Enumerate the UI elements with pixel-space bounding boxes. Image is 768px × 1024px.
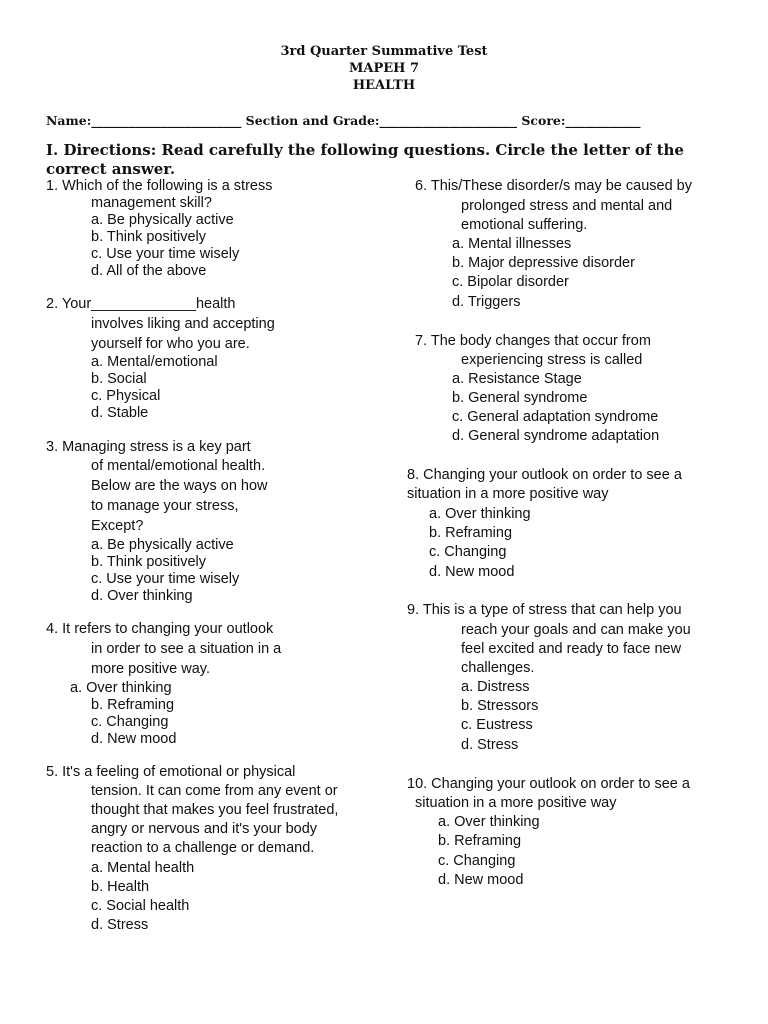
question-line: Except? bbox=[91, 518, 144, 534]
student-info-line: Name:________________________ Section and Grade:______________________ Score:____________ bbox=[46, 113, 641, 128]
test-title: 3rd Quarter Summative Test bbox=[280, 44, 488, 59]
question-line: a. Be physically active bbox=[91, 212, 234, 228]
question-line: 6. This/These disorder/s may be caused by bbox=[415, 178, 692, 194]
question-line: reaction to a challenge or demand. bbox=[91, 840, 315, 856]
question-line: 4. It refers to changing your outlook bbox=[46, 621, 274, 637]
question-line: b. Stressors bbox=[461, 698, 539, 714]
question-line: d. New mood bbox=[438, 872, 524, 888]
question-line: to manage your stress, bbox=[91, 498, 239, 514]
question-line: challenges. bbox=[461, 660, 535, 676]
question-line: experiencing stress is called bbox=[461, 352, 643, 368]
question-line: d. Stable bbox=[91, 405, 149, 421]
question-line: a. Be physically active bbox=[91, 537, 234, 553]
question-line: d. New mood bbox=[429, 564, 515, 580]
question-line: c. Bipolar disorder bbox=[452, 274, 569, 290]
question-line: c. Changing bbox=[438, 853, 516, 869]
question-line: b. Reframing bbox=[438, 833, 522, 849]
question-line: 5. It's a feeling of emotional or physical bbox=[46, 764, 296, 780]
question-line: b. Major depressive disorder bbox=[452, 255, 635, 271]
question-line: a. Mental/emotional bbox=[91, 354, 218, 370]
question-line: b. Reframing bbox=[429, 525, 513, 541]
question-line: c. Eustress bbox=[461, 717, 533, 733]
question-line: emotional suffering. bbox=[461, 217, 588, 233]
question-line: 7. The body changes that occur from bbox=[415, 333, 651, 349]
question-line: c. Use your time wisely bbox=[91, 571, 240, 587]
question-line: reach your goals and can make you bbox=[461, 622, 691, 638]
component-title: HEALTH bbox=[352, 78, 416, 93]
question-line: a. Mental health bbox=[91, 860, 195, 876]
question-line: Below are the ways on how bbox=[91, 478, 268, 494]
question-line: situation in a more positive way bbox=[407, 486, 609, 502]
question-line: b. General syndrome bbox=[452, 390, 588, 406]
question-line: a. Over thinking bbox=[438, 814, 540, 830]
question-line: 1. Which of the following is a stress bbox=[46, 178, 273, 194]
question-line: prolonged stress and mental and bbox=[461, 198, 673, 214]
question-line: b. Reframing bbox=[91, 697, 175, 713]
question-line: c. Physical bbox=[91, 388, 161, 404]
question-line: d. Over thinking bbox=[91, 588, 193, 604]
question-line: 9. This is a type of stress that can help you bbox=[407, 602, 682, 618]
question-line: a. Resistance Stage bbox=[452, 371, 582, 387]
question-line: of mental/emotional health. bbox=[91, 458, 266, 474]
question-line: b. Social bbox=[91, 371, 147, 387]
question-line: situation in a more positive way bbox=[415, 795, 617, 811]
question-line: more positive way. bbox=[91, 661, 210, 677]
question-line: a. Over thinking bbox=[429, 506, 531, 522]
question-line: thought that makes you feel frustrated, bbox=[91, 802, 339, 818]
question-line: d. Stress bbox=[461, 737, 519, 753]
question-line: 8. Changing your outlook on order to see a bbox=[407, 467, 682, 483]
question-line: b. Health bbox=[91, 879, 150, 895]
question-line: a. Mental illnesses bbox=[452, 236, 572, 252]
left-question-column bbox=[46, 0, 376, 1024]
question-line: angry or nervous and it's your body bbox=[91, 821, 318, 837]
question-line: yourself for who you are. bbox=[91, 336, 250, 352]
directions: I. Directions: Read carefully the following questions. Circle the letter of the correct answer. bbox=[46, 141, 684, 178]
question-line: feel excited and ready to face new bbox=[461, 641, 682, 657]
question-line: d. General syndrome adaptation bbox=[452, 428, 660, 444]
question-line: 2. Your_____________health bbox=[46, 296, 236, 312]
question-line: c. General adaptation syndrome bbox=[452, 409, 659, 425]
question-line: management skill? bbox=[91, 195, 212, 211]
question-line: tension. It can come from any event or bbox=[91, 783, 338, 799]
question-line: d. New mood bbox=[91, 731, 177, 747]
question-line: c. Changing bbox=[429, 544, 507, 560]
question-line: 10. Changing your outlook on order to see a bbox=[407, 776, 690, 792]
question-line: in order to see a situation in a bbox=[91, 641, 282, 657]
question-line: d. All of the above bbox=[91, 263, 207, 279]
question-line: b. Think positively bbox=[91, 229, 206, 245]
question-line: 3. Managing stress is a key part bbox=[46, 439, 251, 455]
question-line: a. Distress bbox=[461, 679, 530, 695]
question-line: b. Think positively bbox=[91, 554, 206, 570]
right-question-column bbox=[407, 0, 747, 1024]
question-line: d. Stress bbox=[91, 917, 149, 933]
question-line: involves liking and accepting bbox=[91, 316, 275, 332]
question-line: c. Social health bbox=[91, 898, 190, 914]
question-line: d. Triggers bbox=[452, 294, 521, 310]
question-line: c. Use your time wisely bbox=[91, 246, 240, 262]
subject-title: MAPEH 7 bbox=[348, 61, 419, 76]
question-line: c. Changing bbox=[91, 714, 169, 730]
question-line: a. Over thinking bbox=[70, 680, 172, 696]
